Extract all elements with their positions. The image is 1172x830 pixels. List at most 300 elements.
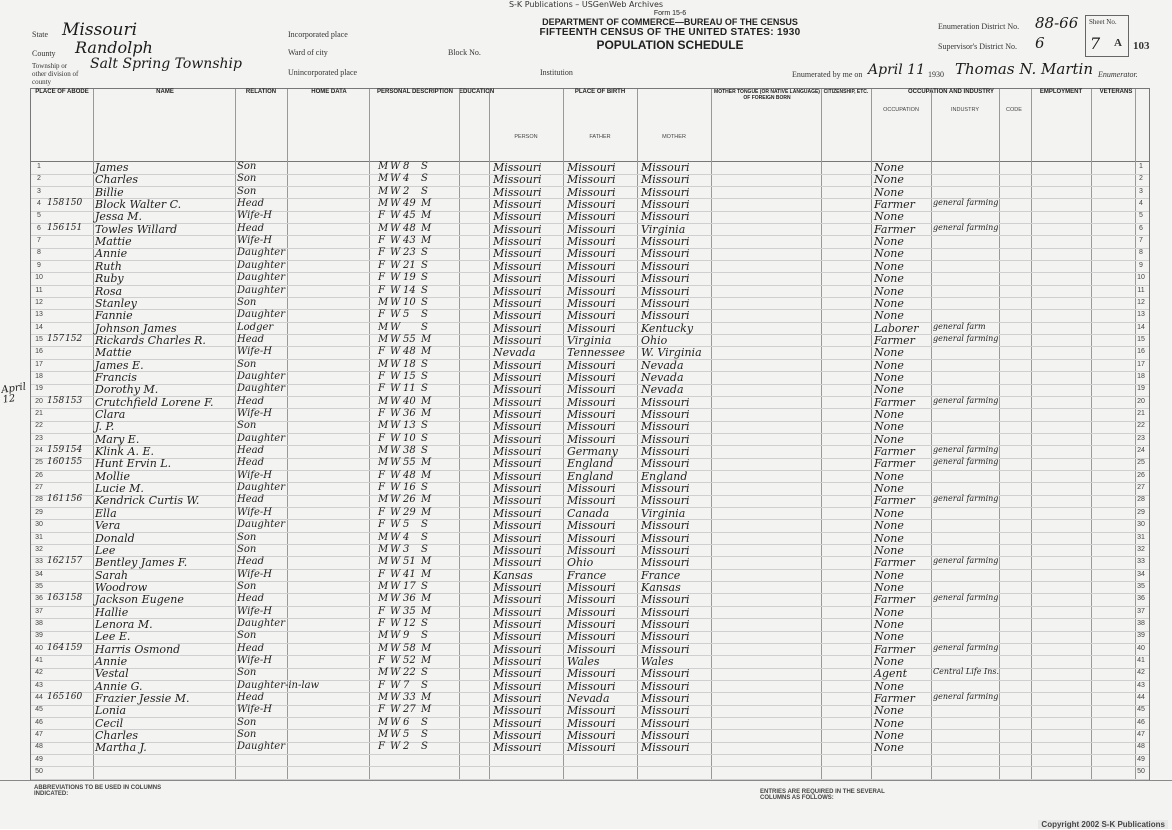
age: 17 xyxy=(403,580,416,592)
dwelling-number: 161 xyxy=(47,494,65,505)
occupation: Farmer xyxy=(874,494,915,508)
birthplace-father: Missouri xyxy=(567,370,616,384)
age: 7 xyxy=(403,679,410,691)
birthplace-mother: Kansas xyxy=(641,580,681,594)
birthplace-mother: W. Virginia xyxy=(641,346,702,360)
birthplace-mother: Missouri xyxy=(641,704,690,718)
birthplace-father: Tennessee xyxy=(567,346,625,360)
race: W xyxy=(390,593,401,605)
industry: general farming xyxy=(933,198,999,208)
race: W xyxy=(390,284,401,296)
marital-status: S xyxy=(421,580,428,592)
institution-label: Institution xyxy=(540,68,573,77)
person-name: Lonia xyxy=(95,704,127,718)
birthplace-person: Missouri xyxy=(493,469,542,483)
marital-status: M xyxy=(421,333,432,345)
age: 10 xyxy=(403,296,416,308)
line-number-right: 26 xyxy=(1137,471,1145,479)
birthplace-father: Missouri xyxy=(567,173,616,187)
occupation: Farmer xyxy=(874,692,915,706)
birthplace-mother: Kentucky xyxy=(641,321,694,335)
relation: Son xyxy=(237,420,257,432)
occupation: None xyxy=(874,247,904,261)
marital-status: S xyxy=(421,173,428,185)
sex: F xyxy=(378,259,385,271)
race: W xyxy=(390,704,401,716)
birthplace-mother: France xyxy=(641,568,681,582)
race: W xyxy=(390,321,401,333)
occupation: None xyxy=(874,161,904,174)
birthplace-person: Missouri xyxy=(493,210,542,224)
occupation: None xyxy=(874,272,904,286)
line-number: 2 xyxy=(37,175,41,183)
marital-status: M xyxy=(421,655,432,666)
age: 21 xyxy=(403,259,416,271)
dwelling-number: 158 xyxy=(47,395,65,406)
birthplace-mother: Missouri xyxy=(641,605,690,619)
marital-status: S xyxy=(421,321,428,333)
birthplace-father: Missouri xyxy=(567,630,616,644)
race: W xyxy=(390,346,401,358)
birthplace-father: Missouri xyxy=(567,296,616,310)
birthplace-father: Missouri xyxy=(567,198,616,212)
person-name: James xyxy=(95,161,129,174)
sex: M xyxy=(378,556,389,568)
birthplace-mother: Missouri xyxy=(641,173,690,187)
sex: M xyxy=(378,642,389,654)
age: 26 xyxy=(403,494,416,506)
age: 2 xyxy=(403,741,410,753)
relation: Daughter xyxy=(237,519,285,531)
birthplace-mother: Missouri xyxy=(641,679,690,693)
sex: M xyxy=(378,630,389,642)
birthplace-father: Virginia xyxy=(567,333,612,347)
person-name: Harris Osmond xyxy=(95,642,181,656)
age: 23 xyxy=(403,247,416,259)
supervisor-district-label: Supervisor's District No. xyxy=(938,42,1017,51)
birthplace-person: Missouri xyxy=(493,296,542,310)
line-number-right: 36 xyxy=(1137,595,1145,603)
page-number: 103 xyxy=(1133,40,1150,52)
family-number: 151 xyxy=(65,222,83,233)
marital-status: S xyxy=(421,617,428,629)
person-name: Donald xyxy=(95,531,135,545)
person-name: Lee xyxy=(95,543,116,557)
occupation: Farmer xyxy=(874,642,915,656)
industry: general farming xyxy=(933,556,999,566)
sex: F xyxy=(378,655,385,666)
line-number-right: 34 xyxy=(1137,570,1145,578)
occupation: None xyxy=(874,568,904,582)
enumerator-name: Thomas N. Martin xyxy=(955,60,1093,78)
sex: M xyxy=(378,667,389,679)
birthplace-person: Missouri xyxy=(493,309,542,323)
marital-status: M xyxy=(421,506,432,518)
line-number: 7 xyxy=(37,237,41,245)
birthplace-mother: Missouri xyxy=(641,259,690,273)
age: 36 xyxy=(403,408,416,419)
occupation: None xyxy=(874,259,904,273)
line-number-right: 8 xyxy=(1139,249,1143,257)
line-number: 30 xyxy=(35,521,43,529)
family-number: 155 xyxy=(65,457,83,468)
relation: Daughter xyxy=(237,247,285,259)
line-number-right: 44 xyxy=(1137,694,1145,702)
birthplace-father: France xyxy=(567,568,607,582)
occupation: None xyxy=(874,580,904,594)
birthplace-father: England xyxy=(567,457,614,471)
sex: F xyxy=(378,408,385,419)
occupation: Farmer xyxy=(874,556,915,570)
occupation: None xyxy=(874,383,904,397)
line-number-right: 48 xyxy=(1137,743,1145,751)
birthplace-father: Missouri xyxy=(567,222,616,236)
age: 3 xyxy=(403,543,410,555)
dwelling-number: 162 xyxy=(47,556,65,567)
birthplace-father: Nevada xyxy=(567,692,610,706)
line-number: 36 xyxy=(35,595,43,603)
person-name: Vera xyxy=(95,519,121,533)
birthplace-mother: Virginia xyxy=(641,506,686,520)
line-number: 34 xyxy=(35,570,43,578)
birthplace-person: Missouri xyxy=(493,173,542,187)
race: W xyxy=(390,296,401,308)
line-number-right: 12 xyxy=(1137,298,1145,306)
age: 35 xyxy=(403,605,416,617)
relation: Head xyxy=(237,494,265,506)
line-number: 35 xyxy=(35,582,43,590)
birthplace-person: Missouri xyxy=(493,580,542,594)
person-name: Dorothy M. xyxy=(95,383,159,397)
birthplace-person: Missouri xyxy=(493,519,542,533)
col-group-name: NAME xyxy=(156,89,174,95)
ward-label: Ward of city xyxy=(288,48,328,57)
person-name: Sarah xyxy=(95,568,128,582)
marital-status: S xyxy=(421,531,428,543)
line-number: 10 xyxy=(35,274,43,282)
birthplace-mother: Missouri xyxy=(641,617,690,631)
relation: Son xyxy=(237,185,257,197)
age: 11 xyxy=(403,383,416,395)
line-number-right: 22 xyxy=(1137,422,1145,430)
marital-status: M xyxy=(421,556,432,568)
sex: F xyxy=(378,568,385,580)
birthplace-person: Missouri xyxy=(493,704,542,718)
industry: general farming xyxy=(933,457,999,467)
birthplace-person: Missouri xyxy=(493,605,542,619)
sex: F xyxy=(378,605,385,617)
relation: Daughter xyxy=(237,617,285,629)
person-name: Mary E. xyxy=(95,432,140,446)
person-name: Clara xyxy=(95,408,126,421)
relation: Son xyxy=(237,580,257,592)
marital-status: S xyxy=(421,445,428,457)
relation: Wife-H xyxy=(237,346,273,358)
occupation: Farmer xyxy=(874,593,915,607)
birthplace-mother: Missouri xyxy=(641,630,690,644)
family-number: 159 xyxy=(65,642,83,653)
sex: M xyxy=(378,729,389,741)
relation: Son xyxy=(237,173,257,185)
person-name: Lee E. xyxy=(95,630,131,644)
line-number-right: 13 xyxy=(1137,311,1145,319)
line-number-right: 35 xyxy=(1137,582,1145,590)
birthplace-father: Missouri xyxy=(567,531,616,545)
occupation: None xyxy=(874,605,904,619)
line-number: 39 xyxy=(35,632,43,640)
occupation: Farmer xyxy=(874,395,915,409)
occupation: Agent xyxy=(874,667,907,681)
birthplace-father: Missouri xyxy=(567,580,616,594)
race: W xyxy=(390,235,401,247)
birthplace-father: Missouri xyxy=(567,235,616,249)
sex: F xyxy=(378,432,385,444)
person-name: Block Walter C. xyxy=(95,198,182,212)
col-group-personal: PERSONAL DESCRIPTION xyxy=(377,89,453,95)
birthplace-father: Missouri xyxy=(567,383,616,397)
person-name: Annie xyxy=(95,655,128,668)
sex: M xyxy=(378,198,389,210)
race: W xyxy=(390,679,401,691)
line-number: 13 xyxy=(35,311,43,319)
birth-mother-head: MOTHER xyxy=(662,134,686,140)
col-group-citizenship: CITIZENSHIP, ETC. xyxy=(823,89,869,95)
person-name: Francis xyxy=(95,370,137,384)
birthplace-father: Missouri xyxy=(567,161,616,174)
birthplace-person: Missouri xyxy=(493,655,542,668)
occupation: None xyxy=(874,469,904,483)
person-name: Mollie xyxy=(95,469,130,483)
occupation: Farmer xyxy=(874,198,915,212)
birthplace-mother: Nevada xyxy=(641,383,684,397)
relation: Son xyxy=(237,716,257,728)
occupation: None xyxy=(874,408,904,421)
industry: general farming xyxy=(933,333,999,343)
occupation: None xyxy=(874,482,904,496)
family-number: 158 xyxy=(65,593,83,604)
birthplace-person: Missouri xyxy=(493,506,542,520)
sex: M xyxy=(378,173,389,185)
marital-status: S xyxy=(421,482,428,494)
birthplace-father: Missouri xyxy=(567,185,616,199)
person-name: Mattie xyxy=(95,346,132,360)
county-label: County xyxy=(32,49,56,58)
title-block xyxy=(520,10,820,52)
person-name: Annie G. xyxy=(95,679,143,693)
person-name: Towles Willard xyxy=(95,222,178,236)
age: 48 xyxy=(403,469,416,481)
family-number: 156 xyxy=(65,494,83,505)
birthplace-father: Missouri xyxy=(567,716,616,730)
line-number: 6 xyxy=(37,224,41,232)
person-name: J. P. xyxy=(95,420,115,434)
birthplace-father: Missouri xyxy=(567,321,616,335)
birthplace-father: Missouri xyxy=(567,704,616,718)
race: W xyxy=(390,568,401,580)
birthplace-person: Missouri xyxy=(493,593,542,607)
marital-status: M xyxy=(421,494,432,506)
birthplace-mother: Missouri xyxy=(641,543,690,557)
birthplace-person: Missouri xyxy=(493,383,542,397)
birthplace-father: Missouri xyxy=(567,395,616,409)
birthplace-mother: England xyxy=(641,469,688,483)
sex: M xyxy=(378,161,389,172)
race: W xyxy=(390,333,401,345)
sex: M xyxy=(378,593,389,605)
relation: Son xyxy=(237,531,257,543)
age: 45 xyxy=(403,210,416,222)
line-number: 31 xyxy=(35,533,43,541)
age: 43 xyxy=(403,235,416,247)
line-number-right: 2 xyxy=(1139,175,1143,183)
birthplace-father: Germany xyxy=(567,445,618,459)
person-name: Frazier Jessie M. xyxy=(95,692,190,706)
line-number-right: 14 xyxy=(1137,323,1145,331)
relation: Wife-H xyxy=(237,655,273,666)
race: W xyxy=(390,383,401,395)
age: 4 xyxy=(403,173,410,185)
relation: Son xyxy=(237,630,257,642)
relation: Wife-H xyxy=(237,506,273,518)
race: W xyxy=(390,642,401,654)
line-number: 27 xyxy=(35,484,43,492)
family-number: 150 xyxy=(65,198,83,209)
marital-status: S xyxy=(421,370,428,382)
line-number: 38 xyxy=(35,619,43,627)
family-number: 160 xyxy=(65,692,83,703)
line-number: 44 xyxy=(35,694,43,702)
line-number: 20 xyxy=(35,397,43,405)
marital-status: M xyxy=(421,395,432,407)
marital-status: S xyxy=(421,259,428,271)
line-number: 47 xyxy=(35,731,43,739)
family-number: 152 xyxy=(65,333,83,344)
sex: M xyxy=(378,543,389,555)
person-name: Charles xyxy=(95,729,138,743)
birthplace-father: Missouri xyxy=(567,272,616,286)
relation: Daughter xyxy=(237,432,285,444)
birthplace-father: Missouri xyxy=(567,309,616,323)
industry: general farming xyxy=(933,395,999,405)
birthplace-person: Missouri xyxy=(493,432,542,446)
age: 33 xyxy=(403,692,416,704)
line-number-right: 23 xyxy=(1137,434,1145,442)
line-number-right: 17 xyxy=(1137,360,1145,368)
birthplace-person: Missouri xyxy=(493,741,542,755)
race: W xyxy=(390,556,401,568)
birthplace-mother: Missouri xyxy=(641,457,690,471)
dwelling-number: 163 xyxy=(47,593,65,604)
race: W xyxy=(390,272,401,284)
person-name: Cecil xyxy=(95,716,124,730)
marital-status: S xyxy=(421,716,428,728)
marital-status: M xyxy=(421,704,432,716)
birthplace-person: Missouri xyxy=(493,247,542,261)
industry: general farming xyxy=(933,593,999,603)
race: W xyxy=(390,222,401,234)
code-head: CODE xyxy=(1006,107,1022,113)
race: W xyxy=(390,543,401,555)
occupation: None xyxy=(874,235,904,249)
birthplace-father: Missouri xyxy=(567,642,616,656)
birthplace-father: Ohio xyxy=(567,556,594,570)
occupation: None xyxy=(874,506,904,520)
enumeration-date: April 11 xyxy=(868,62,925,78)
margin-note: April 12 xyxy=(0,381,27,406)
sex: F xyxy=(378,679,385,691)
birthplace-father: Missouri xyxy=(567,247,616,261)
enumeration-district-value: 88-66 xyxy=(1035,14,1079,32)
line-number: 12 xyxy=(35,298,43,306)
age: 10 xyxy=(403,432,416,444)
relation: Lodger xyxy=(237,321,274,333)
dwelling-number: 157 xyxy=(47,333,65,344)
marital-status: M xyxy=(421,469,432,481)
birthplace-father: Missouri xyxy=(567,667,616,681)
person-name: Bentley James F. xyxy=(95,556,188,570)
age: 14 xyxy=(403,284,416,296)
line-number-right: 33 xyxy=(1137,558,1145,566)
relation: Head xyxy=(237,692,265,704)
line-number-right: 43 xyxy=(1137,681,1145,689)
birthplace-person: Missouri xyxy=(493,321,542,335)
sex: F xyxy=(378,519,385,531)
line-number-right: 38 xyxy=(1137,619,1145,627)
birthplace-father: Missouri xyxy=(567,259,616,273)
occupation: None xyxy=(874,729,904,743)
race: W xyxy=(390,630,401,642)
industry: general farming xyxy=(933,222,999,232)
occupation: None xyxy=(874,296,904,310)
sheet-number-box xyxy=(1085,15,1129,57)
person-name: Stanley xyxy=(95,296,137,310)
birthplace-person: Missouri xyxy=(493,729,542,743)
age: 13 xyxy=(403,420,416,432)
age: 40 xyxy=(403,395,416,407)
sex: M xyxy=(378,457,389,469)
sex: M xyxy=(378,333,389,345)
birthplace-mother: Missouri xyxy=(641,296,690,310)
relation: Daughter xyxy=(237,370,285,382)
marital-status: S xyxy=(421,296,428,308)
footer xyxy=(0,780,1172,830)
birthplace-mother: Missouri xyxy=(641,185,690,199)
line-number-right: 15 xyxy=(1137,335,1145,343)
line-number: 25 xyxy=(35,459,43,467)
relation: Son xyxy=(237,161,257,172)
birth-father-head: FATHER xyxy=(589,134,611,140)
marital-status: S xyxy=(421,247,428,259)
relation: Daughter xyxy=(237,482,285,494)
birthplace-mother: Missouri xyxy=(641,445,690,459)
marital-status: S xyxy=(421,741,428,753)
birthplace-mother: Missouri xyxy=(641,408,690,421)
age: 51 xyxy=(403,556,416,568)
enumerated-label: Enumerated by me on xyxy=(792,70,863,79)
birthplace-person: Missouri xyxy=(493,370,542,384)
age: 22 xyxy=(403,667,416,679)
birthplace-person: Missouri xyxy=(493,272,542,286)
marital-status: M xyxy=(421,642,432,654)
relation: Head xyxy=(237,642,265,654)
supervisor-district-value: 6 xyxy=(1035,34,1045,52)
census-title: FIFTEENTH CENSUS OF THE UNITED STATES: 1930 xyxy=(539,27,801,38)
sex: F xyxy=(378,284,385,296)
line-number: 42 xyxy=(35,669,43,677)
race: W xyxy=(390,494,401,506)
line-number: 24 xyxy=(35,447,43,455)
occupation: None xyxy=(874,309,904,323)
